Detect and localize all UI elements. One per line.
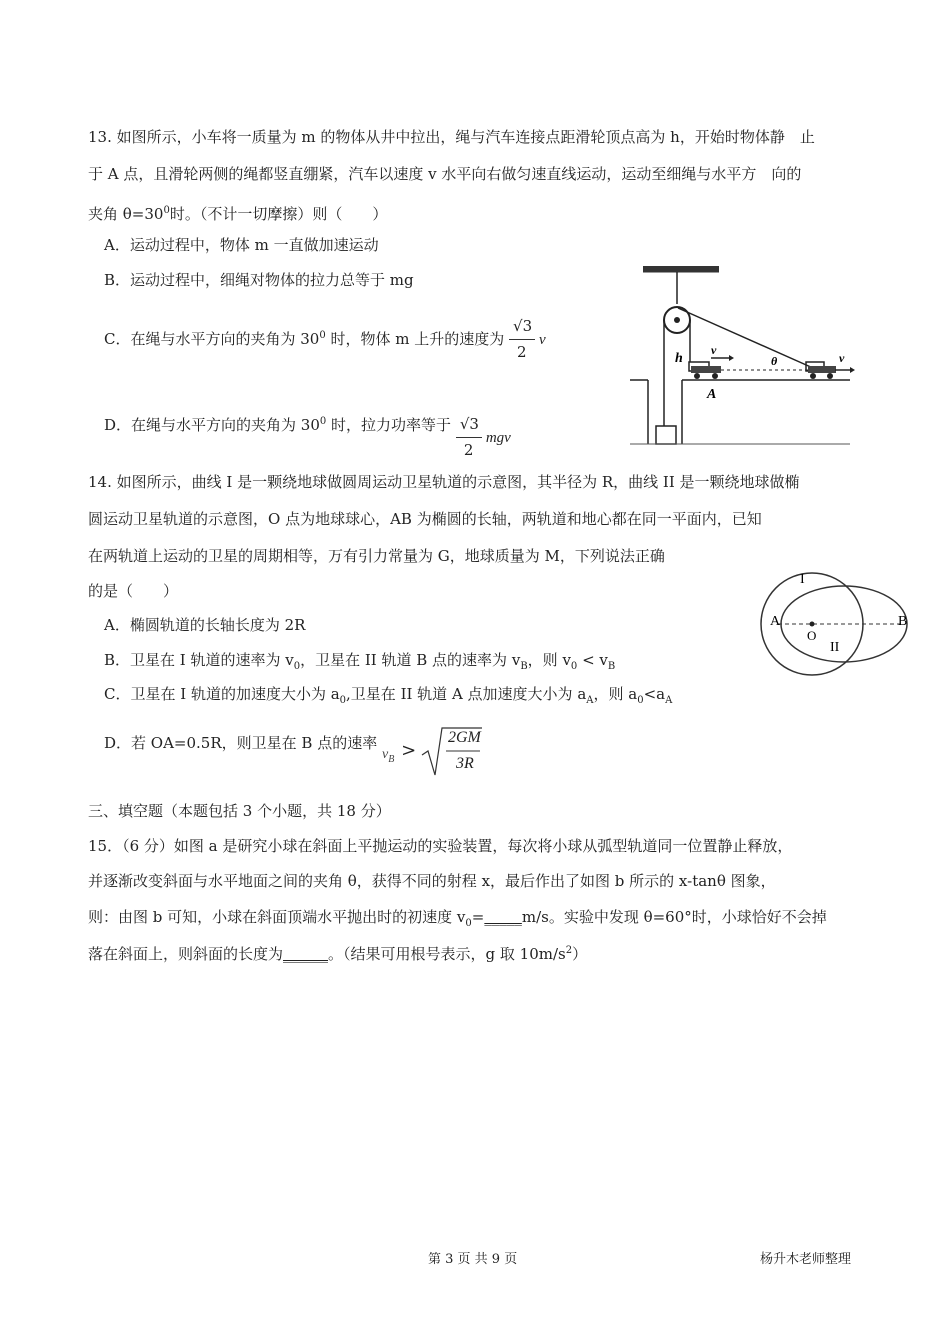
label-a: A: [707, 387, 717, 402]
q14-option-d: D．若 OA=0.5R，则卫星在 B 点的速率 $v_B$ > 2GM 3R: [104, 733, 416, 760]
q15-line3: 则：由图 b 可知，小球在斜面顶端水平抛出时的初速度 $v_0=\_\_\_\_\_m/s$。实验中发现 θ=60°时，小球恰好不会掉: [88, 908, 827, 929]
answer-blank-2[interactable]: ______: [283, 945, 329, 963]
q14-option-a: A．椭圆轨道的长轴长度为 2R: [104, 616, 306, 634]
q13-line3: 夹角 $\theta=30^0$时。（不计一切摩擦）则（ ）: [88, 205, 388, 223]
q14-line1: 14. 如图所示，曲线 I 是一颗绕地球做圆周运动卫星轨道的示意图，其半径为 R，曲线 II 是一颗绕地球做椭: [88, 473, 800, 491]
orbit-diagram: [752, 565, 912, 695]
label-v2: v: [839, 351, 845, 365]
label-orbit-i: I: [800, 572, 805, 587]
label-orbit-ii: II: [830, 640, 840, 655]
answer-blank-1[interactable]: _____: [484, 908, 522, 926]
q13-line1: 13. 如图所示，小车将一质量为 m 的物体从井中拉出，绳与汽车连接点距滑轮顶点高为 h，开始时物体静 止: [88, 128, 815, 146]
q13-option-b: B．运动过程中，细绳对物体的拉力总等于 mg: [104, 271, 414, 289]
q13-option-c-fraction: $\frac{√3}{2}$: [509, 318, 539, 362]
label-center-o: O: [807, 628, 817, 643]
author-credit: 杨升木老师整理: [760, 1252, 852, 1267]
q14-line4: 的是（ ）: [88, 582, 179, 600]
q13-line2: 于 A 点，且滑轮两侧的绳都竖直绷紧，汽车以速度 v 水平向右做匀速直线运动，运动至细绳与水平方 向的: [88, 165, 802, 183]
q13-option-c: C．在绳与水平方向的夹角为 $30^0$ 时，物体 m 上升的速度为 $\frac{√3}{2}$ v: [104, 317, 546, 361]
q13-option-a: A．运动过程中，物体 m 一直做加速运动: [104, 236, 379, 254]
q15-line1: 15．（6 分）如图 a 是研究小球在斜面上平抛运动的实验装置，每次将小球从弧型轨道同一位置静止释放，: [88, 837, 793, 855]
label-h: h: [675, 351, 683, 366]
q14-line2: 圆运动卫星轨道的示意图，O 点为地球球心，AB 为椭圆的长轴，两轨道和地心都在同一平面内，已知: [88, 510, 762, 528]
label-theta: θ: [771, 354, 778, 368]
q15-line2: 并逐渐改变斜面与水平地面之间的夹角 θ，获得不同的射程 x，最后作出了如图 b 所示的 x-tanθ 图象，: [88, 872, 776, 890]
q13-option-d-fraction: $\frac{√3}{2}$: [456, 416, 486, 460]
label-point-a: A: [770, 614, 781, 629]
label-point-b: B: [898, 614, 908, 629]
page-number: 第 3 页 共 9 页: [428, 1252, 518, 1267]
pulley-diagram: [625, 262, 855, 450]
q14-line3: 在两轨道上运动的卫星的周期相等，万有引力常量为 G，地球质量为 M，下列说法正确: [88, 547, 665, 565]
q15-line4: 落在斜面上，则斜面的长度为______。（结果可用根号表示，g 取 $10m/s^2$）: [88, 945, 588, 963]
section-title: 三、填空题（本题包括 3 个小题，共 18 分）: [88, 802, 391, 820]
label-v1: v: [711, 343, 717, 357]
q13-option-d: D．在绳与水平方向的夹角为 $30^0$ 时，拉力功率等于 $\frac{√3}{2}$ mgv: [104, 415, 511, 459]
q14-option-c: C．卫星在 I 轨道的加速度大小为 $a_0$,卫星在 II 轨道 A 点加速度大小为 $a_A$，则 $a_0<a_A$: [104, 685, 673, 706]
q14-option-b: B．卫星在 I 轨道的速率为 $v_0$，卫星在 II 轨道 B 点的速率为 $v_B$，则 $v_0 < v_B$: [104, 651, 616, 672]
